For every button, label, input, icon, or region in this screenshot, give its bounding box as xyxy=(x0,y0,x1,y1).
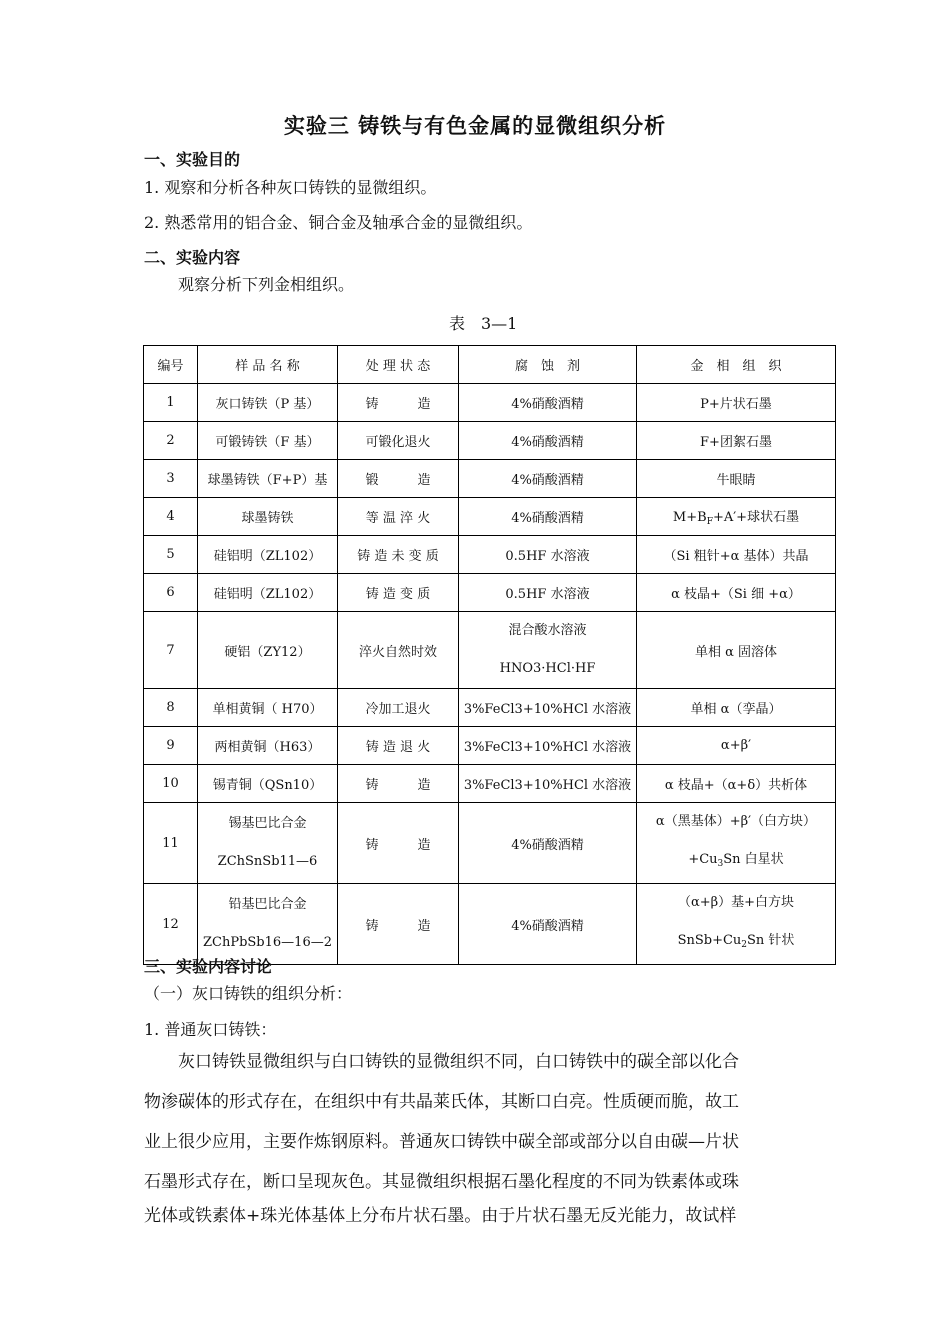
structure-part: Sn 白星状 xyxy=(723,852,784,867)
subsection-gray-iron: （一）灰口铸铁的组织分析： xyxy=(144,984,353,1003)
cell-name: 球墨铸铁 xyxy=(198,498,338,536)
cell-structure: P+片状石墨 xyxy=(637,384,836,422)
paragraph-line: 灰口铸铁显微组织与白口铸铁的显微组织不同，白口铸铁中的碳全部以化合 xyxy=(178,1052,739,1072)
name-line: 锡基巴比合金 xyxy=(228,816,307,831)
header-structure: 金 相 组 织 xyxy=(637,346,836,384)
cell-etchant: 3%FeCl3+10%HCl 水溶液 xyxy=(459,727,637,765)
cell-no: 7 xyxy=(144,612,198,689)
structure-part: SnSb+Cu xyxy=(677,933,742,948)
cell-name: 硬铝（ZY12） xyxy=(198,612,338,689)
cell-treatment: 等 温 淬 火 xyxy=(338,498,459,536)
name-line: 铅基巴比合金 xyxy=(228,897,307,912)
etchant-line: 混合酸水溶液 xyxy=(508,623,587,638)
cell-etchant xyxy=(459,612,637,689)
structure-subscript: 3 xyxy=(717,859,724,869)
header-etchant: 腐 蚀 剂 xyxy=(459,346,637,384)
cell-no: 2 xyxy=(144,422,198,460)
table-header-row xyxy=(144,346,836,384)
cell-etchant: 3%FeCl3+10%HCl 水溶液 xyxy=(459,689,637,727)
cell-etchant: 4%硝酸酒精 xyxy=(459,884,637,965)
cell-structure xyxy=(637,803,836,884)
header-name: 样 品 名 称 xyxy=(198,346,338,384)
cell-structure: α 枝晶+（α+δ）共析体 xyxy=(637,765,836,803)
structure-line xyxy=(637,922,835,964)
cell-no: 10 xyxy=(144,765,198,803)
cell-treatment: 可锻化退火 xyxy=(338,422,459,460)
cell-name: 可锻铸铁（F 基） xyxy=(198,422,338,460)
cell-no: 6 xyxy=(144,574,198,612)
cell-no: 12 xyxy=(144,884,198,965)
cell-no: 4 xyxy=(144,498,198,536)
paragraph-line: 石墨形式存在，断口呈现灰色。其显微组织根据石墨化程度的不同为铁素体或珠 xyxy=(144,1172,739,1192)
cell-no: 3 xyxy=(144,460,198,498)
structure-line: （α+β）基+白方块 xyxy=(677,895,795,910)
cell-no: 9 xyxy=(144,727,198,765)
structure-part: Sn 针状 xyxy=(747,933,795,948)
cell-name: 锡青铜（QSn10） xyxy=(198,765,338,803)
table-row xyxy=(144,498,836,536)
cell-treatment: 冷加工退火 xyxy=(338,689,459,727)
cell-no: 5 xyxy=(144,536,198,574)
cell-structure: α 枝晶+（Si 细 +α） xyxy=(637,574,836,612)
section2-intro: 观察分析下列金相组织。 xyxy=(178,275,355,294)
cell-treatment: 铸 造 xyxy=(338,384,459,422)
cell-etchant: 4%硝酸酒精 xyxy=(459,460,637,498)
cell-treatment: 铸 造 xyxy=(338,765,459,803)
cell-etchant: 4%硝酸酒精 xyxy=(459,498,637,536)
cell-no: 1 xyxy=(144,384,198,422)
cell-etchant: 4%硝酸酒精 xyxy=(459,384,637,422)
cell-no: 8 xyxy=(144,689,198,727)
metallography-table xyxy=(143,345,836,965)
structure-subscript: 2 xyxy=(741,940,748,950)
objective-item-1: 1. 观察和分析各种灰口铸铁的显微组织。 xyxy=(144,178,437,197)
structure-line xyxy=(637,841,835,883)
cell-name: 单相黄铜（ H70） xyxy=(198,689,338,727)
table-row xyxy=(144,727,836,765)
cell-treatment: 铸 造 变 质 xyxy=(338,574,459,612)
structure-part: M+B xyxy=(672,510,707,525)
etchant-line: HNO3·HCl·HF xyxy=(499,661,596,676)
cell-structure: F+团絮石墨 xyxy=(637,422,836,460)
table-row xyxy=(144,765,836,803)
cell-treatment: 铸 造 未 变 质 xyxy=(338,536,459,574)
name-line: ZChSnSb11—6 xyxy=(217,854,318,869)
page-title: 实验三 铸铁与有色金属的显微组织分析 xyxy=(283,114,667,138)
cell-treatment: 铸 造 xyxy=(338,884,459,965)
cell-etchant: 0.5HF 水溶液 xyxy=(459,536,637,574)
table-row xyxy=(144,689,836,727)
cell-etchant: 4%硝酸酒精 xyxy=(459,422,637,460)
paragraph-line: 业上很少应用，主要作炼钢原料。普通灰口铸铁中碳全部或部分以自由碳—片状 xyxy=(144,1132,739,1152)
name-line: ZChPbSb16—16—2 xyxy=(202,935,332,950)
cell-name: 灰口铸铁（P 基） xyxy=(198,384,338,422)
structure-part: +Cu xyxy=(688,852,718,867)
paragraph-line: 光体或铁素体+珠光体基体上分布片状石墨。由于片状石墨无反光能力，故试样 xyxy=(144,1206,737,1226)
table-caption: 表 3—1 xyxy=(449,314,518,333)
cell-name xyxy=(198,884,338,965)
cell-name xyxy=(198,803,338,884)
cell-treatment: 锻 造 xyxy=(338,460,459,498)
table-row xyxy=(144,884,836,965)
table-row xyxy=(144,536,836,574)
cell-name: 硅铝明（ZL102） xyxy=(198,574,338,612)
table-row xyxy=(144,422,836,460)
cell-structure xyxy=(637,498,836,536)
section3-heading: 三、实验内容讨论 xyxy=(144,957,273,976)
table-row xyxy=(144,803,836,884)
cell-name: 球墨铸铁（F+P）基 xyxy=(198,460,338,498)
cell-etchant: 4%硝酸酒精 xyxy=(459,803,637,884)
cell-structure: 单相 α（孪晶） xyxy=(637,689,836,727)
cell-treatment: 铸 造 xyxy=(338,803,459,884)
table-row xyxy=(144,612,836,689)
cell-etchant: 3%FeCl3+10%HCl 水溶液 xyxy=(459,765,637,803)
cell-no: 11 xyxy=(144,803,198,884)
header-treatment: 处 理 状 态 xyxy=(338,346,459,384)
structure-subscript: F xyxy=(706,517,713,527)
table-row xyxy=(144,574,836,612)
cell-name: 两相黄铜（H63） xyxy=(198,727,338,765)
paragraph-line: 物渗碳体的形式存在，在组织中有共晶莱氏体，其断口白亮。性质硬而脆，故工 xyxy=(144,1092,739,1112)
table-row xyxy=(144,384,836,422)
cell-structure: α+β′ xyxy=(637,727,836,765)
header-no: 编号 xyxy=(144,346,198,384)
cell-structure: （Si 粗针+α 基体）共晶 xyxy=(637,536,836,574)
cell-name: 硅铝明（ZL102） xyxy=(198,536,338,574)
cell-structure: 牛眼睛 xyxy=(637,460,836,498)
objective-item-2: 2. 熟悉常用的铝合金、铜合金及轴承合金的显微组织。 xyxy=(144,213,533,232)
cell-structure: 单相 α 固溶体 xyxy=(637,612,836,689)
cell-treatment: 淬火自然时效 xyxy=(338,612,459,689)
cell-etchant: 0.5HF 水溶液 xyxy=(459,574,637,612)
cell-structure xyxy=(637,884,836,965)
table-row xyxy=(144,460,836,498)
structure-line: α（黑基体）+β′（白方块） xyxy=(655,814,817,829)
cell-treatment: 铸 造 退 火 xyxy=(338,727,459,765)
structure-part: +A′+球状石墨 xyxy=(712,510,800,525)
section2-heading: 二、实验内容 xyxy=(144,248,241,267)
subsection-common-gray-iron: 1. 普通灰口铸铁： xyxy=(144,1020,277,1039)
section1-heading: 一、实验目的 xyxy=(144,150,241,169)
